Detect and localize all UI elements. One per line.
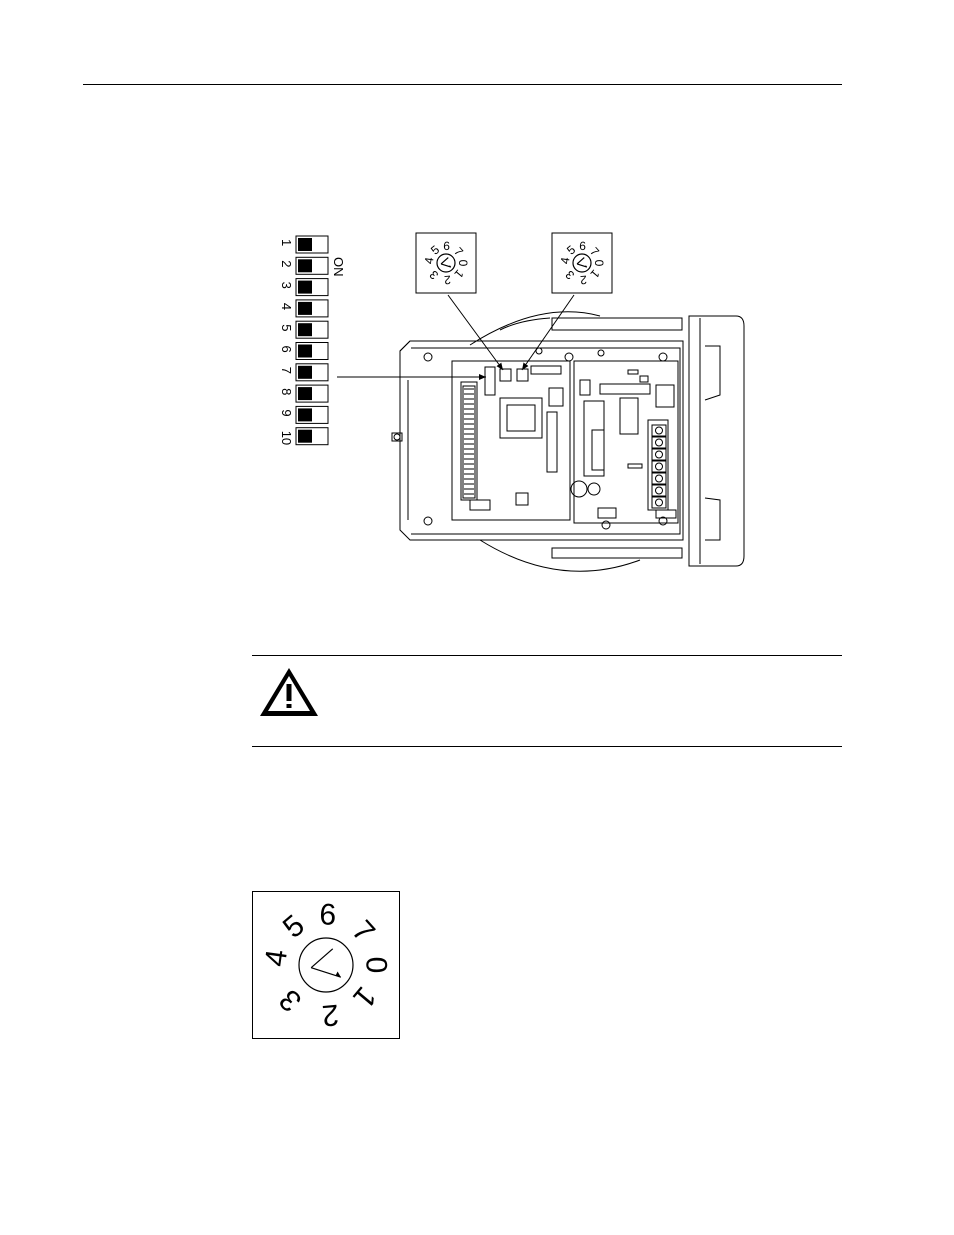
rotary-switch-detail xyxy=(253,892,400,1039)
dip-switch-lever-1 xyxy=(298,238,312,251)
rotary-digit: 5 xyxy=(564,242,579,258)
rotary-digit: 2 xyxy=(320,997,341,1032)
dip-switch-number: 4 xyxy=(279,302,294,311)
rotary-digit: 6 xyxy=(579,238,587,254)
rotary-digit: 1 xyxy=(587,266,603,281)
warning-rule-bottom xyxy=(252,746,842,747)
dip-switch-lever-10 xyxy=(298,430,312,443)
dip-switch-number: 1 xyxy=(279,239,294,247)
dip-switch-number: 3 xyxy=(279,281,294,289)
dip-switch-lever-5 xyxy=(298,323,312,336)
rotary-digit: 6 xyxy=(443,238,451,254)
rotary-digit: 0 xyxy=(456,259,470,267)
rotary-digit: 4 xyxy=(421,256,437,265)
rotary-digit: 3 xyxy=(273,982,309,1018)
dip-switch-lever-7 xyxy=(298,366,312,379)
dip-switch-lever-6 xyxy=(298,345,312,358)
rotary-switch-left xyxy=(416,233,476,293)
rotary-switch-right xyxy=(552,233,612,293)
dip-switch-lever-2 xyxy=(298,259,312,272)
control-terminal-block xyxy=(464,389,474,494)
drive-enclosure xyxy=(392,312,744,571)
dip-switch-lever-3 xyxy=(298,281,312,294)
rotary-right-leader xyxy=(522,295,574,370)
dip-on-label: ON xyxy=(331,257,346,277)
rotary-digit: 7 xyxy=(345,914,382,949)
dip-switch-lever-9 xyxy=(298,408,312,421)
warning-triangle-icon xyxy=(258,666,320,718)
dip-switch-bank xyxy=(279,236,328,445)
rotary-digit: 5 xyxy=(428,242,443,258)
rotary-digit: 3 xyxy=(426,267,442,283)
rotary-digit: 4 xyxy=(258,947,294,969)
rotary-digit: 7 xyxy=(451,244,467,259)
dip-switch-lever-4 xyxy=(298,302,312,315)
rotary-digit: 2 xyxy=(443,272,452,288)
dip-switch-lever-8 xyxy=(298,387,312,400)
rotary-digit: 3 xyxy=(562,267,578,283)
rotary-digit: 0 xyxy=(592,259,606,267)
dip-switch-number: 9 xyxy=(279,409,294,417)
rotary-digit: 2 xyxy=(579,272,588,288)
rotary-digit: 5 xyxy=(276,908,311,945)
dip-switch-number: 10 xyxy=(279,430,294,446)
rotary-digit: 1 xyxy=(346,980,383,1015)
rotary-digit: 4 xyxy=(557,256,573,265)
dip-switch-number: 5 xyxy=(279,324,294,332)
dip-switch-number: 2 xyxy=(279,260,294,268)
rotary-digit: 0 xyxy=(359,956,393,974)
dip-switch-number: 7 xyxy=(279,366,294,375)
dip-switch-number: 8 xyxy=(279,388,294,396)
rotary-left-leader xyxy=(448,295,503,370)
rotary-digit: 1 xyxy=(451,266,467,281)
rotary-digit: 7 xyxy=(587,244,603,259)
dip-switch-number: 6 xyxy=(279,345,294,353)
warning-rule-top xyxy=(252,655,842,656)
terminal-strip xyxy=(652,425,666,508)
rotary-digit: 6 xyxy=(318,898,337,932)
